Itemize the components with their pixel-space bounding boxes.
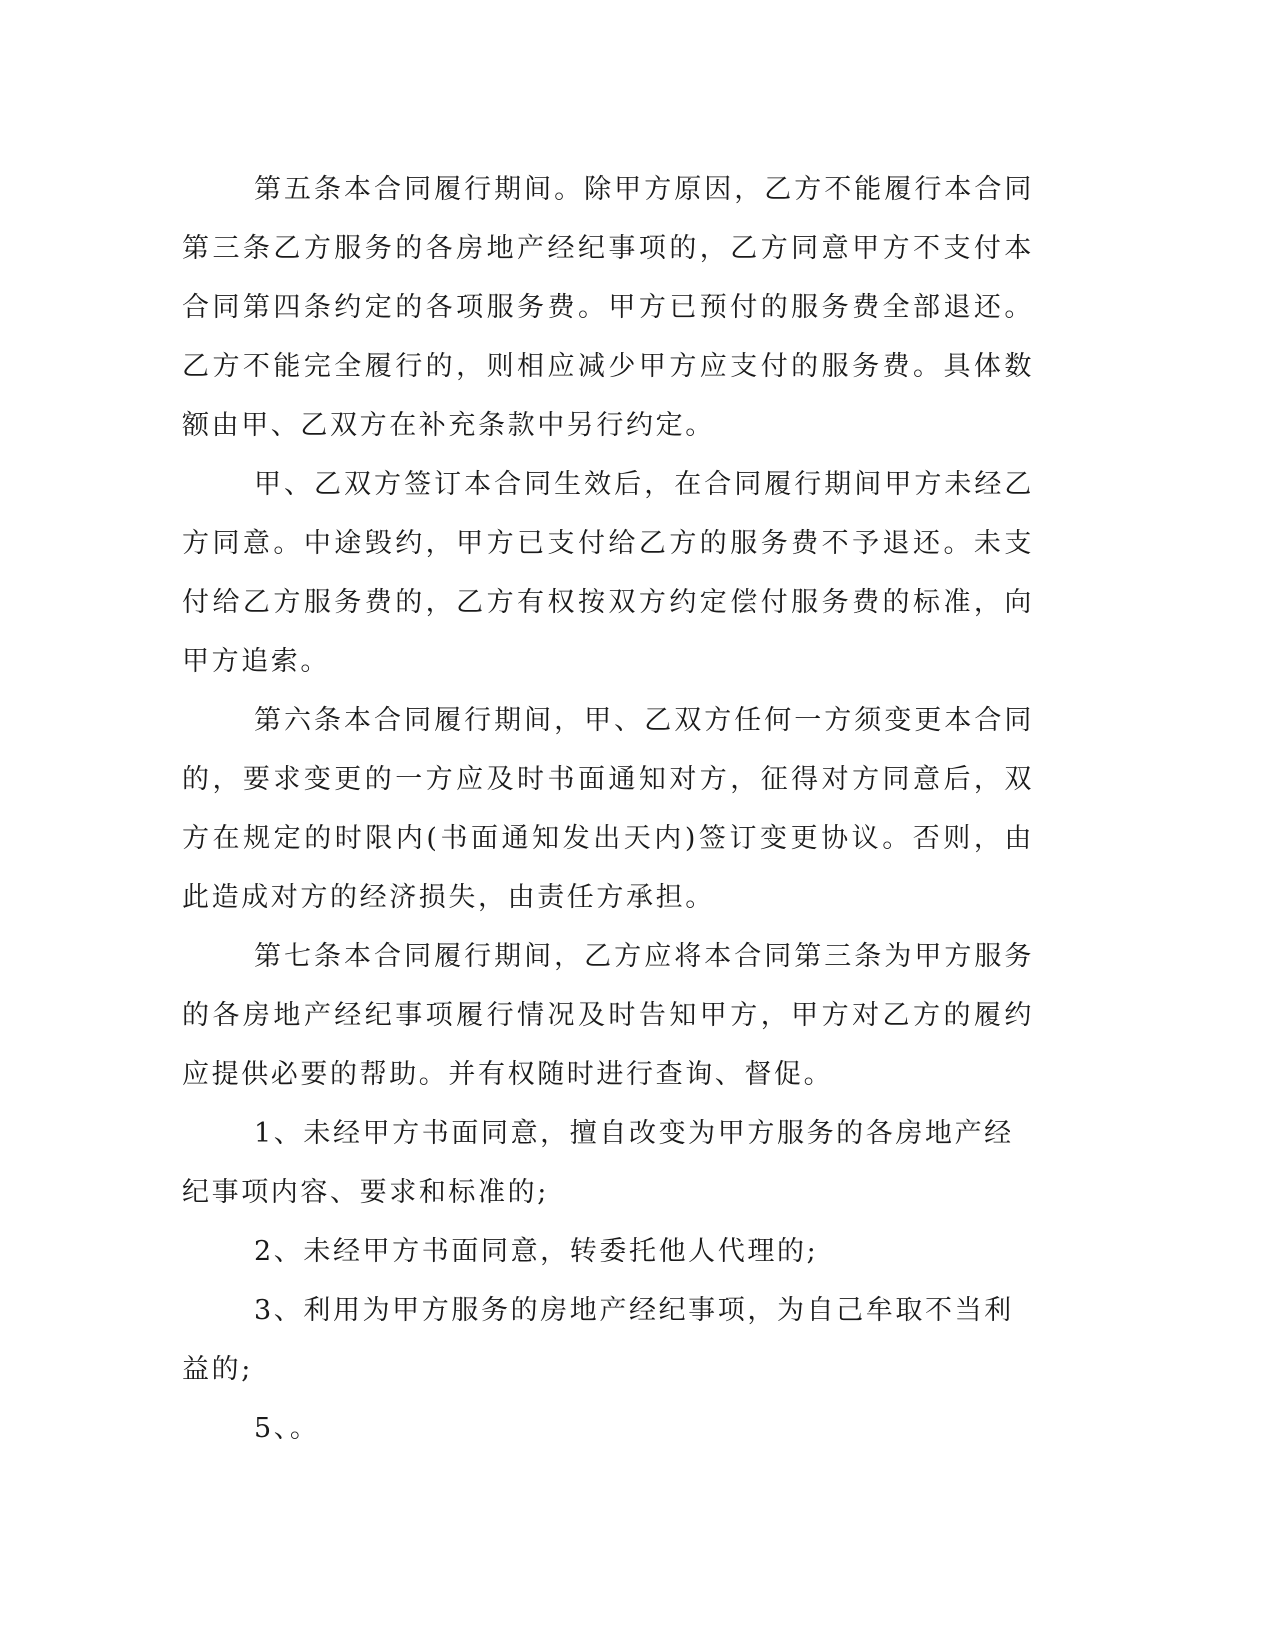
list-item: 2、未经甲方书面同意，转委托他人代理的; bbox=[254, 1236, 819, 1267]
document-body bbox=[182, 160, 1034, 1458]
list-item: 1、未经甲方书面同意，擅自改变为甲方服务的各房地产经纪事项内容、要求和标准的; bbox=[182, 1118, 1014, 1208]
paragraph-article-7: 第七条本合同履行期间，乙方应将本合同第三条为甲方服务的各房地产经纪事项履行情况及时告知甲方，甲方对乙方的履约应提供必要的帮助。并有权随时进行查询、督促。 bbox=[182, 941, 1034, 1090]
paragraph-article-5: 第五条本合同履行期间。除甲方原因，乙方不能履行本合同第三条乙方服务的各房地产经纪事项的，乙方同意甲方不支付本合同第四条约定的各项服务费。甲方已预付的服务费全部退还。乙方不能完全履行的，则相应减少甲方应支付的服务费。具体数额由甲、乙双方在补充条款中另行约定。 bbox=[182, 174, 1034, 441]
paragraph-breach-termination: 甲、乙双方签订本合同生效后，在合同履行期间甲方未经乙方同意。中途毁约，甲方已支付给乙方的服务费不予退还。未支付给乙方服务费的，乙方有权按双方约定偿付服务费的标准，向甲方追索。 bbox=[182, 469, 1034, 677]
paragraph-article-6: 第六条本合同履行期间，甲、乙双方任何一方须变更本合同的，要求变更的一方应及时书面通知对方，征得对方同意后，双方在规定的时限内(书面通知发出天内)签订变更协议。否则，由此造成对方的经济损失，由责任方承担。 bbox=[182, 705, 1034, 913]
list-item: 3、利用为甲方服务的房地产经纪事项，为自己牟取不当利益的; bbox=[182, 1295, 1014, 1385]
list-item: 5、。 bbox=[254, 1413, 320, 1444]
